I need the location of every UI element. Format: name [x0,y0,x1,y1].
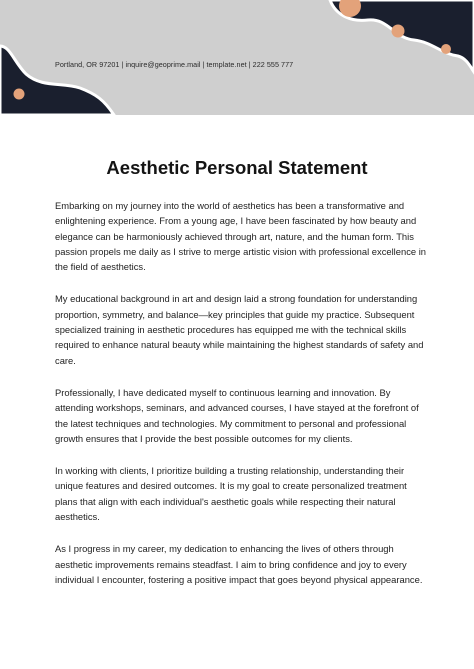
paragraph: My educational background in art and design laid a strong foundation for understanding proportion, symmetry, and balance—key principles that guide my practice. Subsequent specialized training in aesthetic procedures has equipped me with the technical skills required to enhance natural beauty while maintaining the highest standards of safety and care. [55,293,424,366]
paragraph: Professionally, I have dedicated myself to continuous learning and innovation. By attending workshops, seminars, and advanced courses, I have stayed at the forefront of the latest techniques and technologies. My commitment to personal and professional growth ensures that I provide the best possible outcomes for my clients. [55,386,419,444]
decorative-waves [0,0,474,115]
paragraph: Embarking on my journey into the world of aesthetics has been a transformative and enlightening experience. From a young age, I have been fascinated by how beauty and elegance can be harmoniously achieved through art, nature, and the human form. This passion propels me daily as I strive to merge artistic vision with professional excellence in the field of aesthetics. [55,200,426,273]
bottom-left-wave [0,46,114,115]
header-band [0,0,474,115]
accent-circle [14,89,25,100]
accent-circle [441,44,451,54]
statement-body [55,198,427,604]
contact-info: Portland, OR 97201 | inquire@geoprime.mail | template.net | 222 555 777 [55,60,294,69]
accent-circle [392,25,405,38]
document-title: Aesthetic Personal Statement [106,157,368,178]
paragraph: As I progress in my career, my dedication to enhancing the lives of others through aesthetic improvements remains steadfast. I aim to bring confidence and joy to every individual I encounter, fostering a positive impact that goes beyond physical appearance. [55,543,423,585]
paragraph: In working with clients, I prioritize building a trusting relationship, understanding their unique features and desired outcomes. It is my goal to create personalized treatment plans that align with each individual's aesthetic goals while respecting their natural aesthetics. [55,465,407,523]
